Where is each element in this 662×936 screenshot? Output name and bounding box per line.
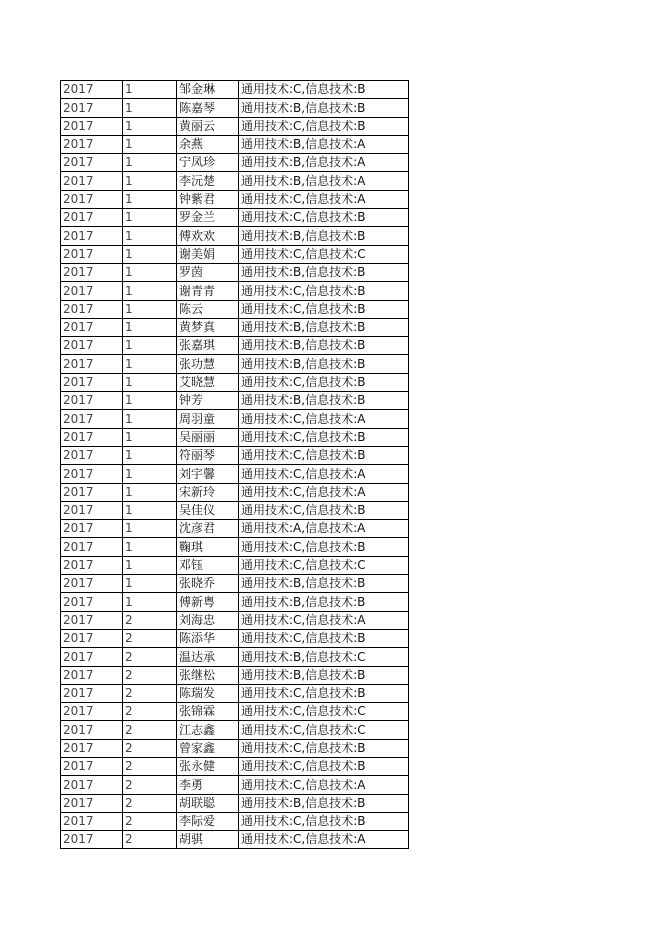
table-row — [61, 538, 409, 556]
name-cell[interactable]: 谢青青 — [177, 282, 239, 300]
grades-cell[interactable]: 通用技术:C,信息技术:B — [239, 282, 409, 300]
student-grades-table — [60, 80, 409, 849]
grades-cell[interactable]: 通用技术:B,信息技术:B — [239, 794, 409, 812]
year-cell[interactable]: 2017 — [61, 81, 123, 99]
year-cell[interactable]: 2017 — [61, 666, 123, 684]
grades-cell[interactable]: 通用技术:C,信息技术:C — [239, 245, 409, 263]
table-row — [61, 337, 409, 355]
name-cell[interactable]: 张晓乔 — [177, 575, 239, 593]
table-row — [61, 282, 409, 300]
year-cell[interactable]: 2017 — [61, 227, 123, 245]
year-cell[interactable]: 2017 — [61, 684, 123, 702]
name-cell[interactable]: 钟芳 — [177, 392, 239, 410]
grades-cell[interactable]: 通用技术:C,信息技术:B — [239, 684, 409, 702]
class-cell[interactable]: 1 — [123, 446, 177, 464]
name-cell[interactable]: 傅欢欢 — [177, 227, 239, 245]
grades-cell[interactable]: 通用技术:C,信息技术:B — [239, 812, 409, 830]
grades-cell[interactable]: 通用技术:B,信息技术:B — [239, 263, 409, 281]
table-row — [61, 446, 409, 464]
table-row — [61, 99, 409, 117]
year-cell[interactable]: 2017 — [61, 538, 123, 556]
year-cell[interactable]: 2017 — [61, 794, 123, 812]
name-cell[interactable]: 李勇 — [177, 776, 239, 794]
class-cell[interactable]: 1 — [123, 154, 177, 172]
class-cell[interactable]: 1 — [123, 355, 177, 373]
class-cell[interactable]: 1 — [123, 318, 177, 336]
table-row — [61, 172, 409, 190]
grades-cell[interactable]: 通用技术:B,信息技术:C — [239, 648, 409, 666]
class-cell[interactable]: 1 — [123, 483, 177, 501]
year-cell[interactable]: 2017 — [61, 831, 123, 849]
year-cell[interactable]: 2017 — [61, 721, 123, 739]
name-cell[interactable]: 符丽琴 — [177, 446, 239, 464]
grades-cell[interactable]: 通用技术:B,信息技术:B — [239, 392, 409, 410]
table-row — [61, 703, 409, 721]
year-cell[interactable]: 2017 — [61, 465, 123, 483]
year-cell[interactable]: 2017 — [61, 99, 123, 117]
name-cell[interactable]: 吴丽丽 — [177, 428, 239, 446]
class-cell[interactable]: 1 — [123, 227, 177, 245]
class-cell[interactable]: 1 — [123, 373, 177, 391]
grades-cell[interactable]: 通用技术:C,信息技术:B — [239, 81, 409, 99]
table-row — [61, 318, 409, 336]
table-row — [61, 739, 409, 757]
class-cell[interactable]: 1 — [123, 190, 177, 208]
table-row — [61, 721, 409, 739]
grades-cell[interactable]: 通用技术:B,信息技术:B — [239, 99, 409, 117]
name-cell[interactable]: 黄丽云 — [177, 117, 239, 135]
year-cell[interactable]: 2017 — [61, 428, 123, 446]
year-cell[interactable]: 2017 — [61, 245, 123, 263]
table-row — [61, 428, 409, 446]
grades-cell[interactable]: 通用技术:C,信息技术:B — [239, 117, 409, 135]
grades-cell[interactable]: 通用技术:C,信息技术:B — [239, 428, 409, 446]
name-cell[interactable]: 胡骐 — [177, 831, 239, 849]
table-row — [61, 812, 409, 830]
year-cell[interactable]: 2017 — [61, 154, 123, 172]
table-row — [61, 263, 409, 281]
table-row — [61, 465, 409, 483]
table-row — [61, 373, 409, 391]
grades-cell[interactable]: 通用技术:B,信息技术:B — [239, 318, 409, 336]
name-cell[interactable]: 陈瑞发 — [177, 684, 239, 702]
name-cell[interactable]: 张锦霖 — [177, 703, 239, 721]
grades-cell[interactable]: 通用技术:C,信息技术:B — [239, 629, 409, 647]
grades-cell[interactable]: 通用技术:C,信息技术:B — [239, 757, 409, 775]
year-cell[interactable]: 2017 — [61, 812, 123, 830]
table-row — [61, 831, 409, 849]
class-cell[interactable]: 1 — [123, 172, 177, 190]
grades-cell[interactable]: 通用技术:B,信息技术:B — [239, 593, 409, 611]
year-cell[interactable]: 2017 — [61, 703, 123, 721]
grades-cell[interactable]: 通用技术:B,信息技术:A — [239, 154, 409, 172]
grades-cell[interactable]: 通用技术:A,信息技术:A — [239, 520, 409, 538]
name-cell[interactable]: 陈添华 — [177, 629, 239, 647]
table-row — [61, 410, 409, 428]
year-cell[interactable]: 2017 — [61, 300, 123, 318]
name-cell[interactable]: 鞠琪 — [177, 538, 239, 556]
class-cell[interactable]: 1 — [123, 263, 177, 281]
year-cell[interactable]: 2017 — [61, 172, 123, 190]
class-cell[interactable]: 1 — [123, 410, 177, 428]
table-row — [61, 300, 409, 318]
year-cell[interactable]: 2017 — [61, 501, 123, 519]
name-cell[interactable]: 谢美娟 — [177, 245, 239, 263]
table-row — [61, 556, 409, 574]
grades-cell[interactable]: 通用技术:C,信息技术:B — [239, 538, 409, 556]
name-cell[interactable]: 钟紫君 — [177, 190, 239, 208]
year-cell[interactable]: 2017 — [61, 556, 123, 574]
class-cell[interactable]: 1 — [123, 81, 177, 99]
table-row — [61, 355, 409, 373]
name-cell[interactable]: 余燕 — [177, 135, 239, 153]
table-row — [61, 483, 409, 501]
class-cell[interactable]: 1 — [123, 593, 177, 611]
class-cell[interactable]: 2 — [123, 794, 177, 812]
year-cell[interactable]: 2017 — [61, 263, 123, 281]
class-cell[interactable]: 1 — [123, 99, 177, 117]
grades-cell[interactable]: 通用技术:C,信息技术:B — [239, 300, 409, 318]
grades-cell[interactable]: 通用技术:C,信息技术:B — [239, 446, 409, 464]
table-row — [61, 209, 409, 227]
class-cell[interactable]: 2 — [123, 739, 177, 757]
class-cell[interactable]: 1 — [123, 392, 177, 410]
class-cell[interactable]: 2 — [123, 629, 177, 647]
name-cell[interactable]: 曾家鑫 — [177, 739, 239, 757]
name-cell[interactable]: 江志鑫 — [177, 721, 239, 739]
grades-cell[interactable]: 通用技术:B,信息技术:B — [239, 355, 409, 373]
year-cell[interactable]: 2017 — [61, 373, 123, 391]
name-cell[interactable]: 刘宇馨 — [177, 465, 239, 483]
class-cell[interactable]: 2 — [123, 684, 177, 702]
grades-cell[interactable]: 通用技术:B,信息技术:B — [239, 337, 409, 355]
class-cell[interactable]: 1 — [123, 117, 177, 135]
year-cell[interactable]: 2017 — [61, 776, 123, 794]
class-cell[interactable]: 2 — [123, 666, 177, 684]
name-cell[interactable]: 李际爱 — [177, 812, 239, 830]
grades-cell[interactable]: 通用技术:C,信息技术:B — [239, 209, 409, 227]
table-row — [61, 794, 409, 812]
name-cell[interactable]: 刘海忠 — [177, 611, 239, 629]
year-cell[interactable]: 2017 — [61, 392, 123, 410]
grades-cell[interactable]: 通用技术:C,信息技术:C — [239, 556, 409, 574]
class-cell[interactable]: 2 — [123, 703, 177, 721]
class-cell[interactable]: 2 — [123, 721, 177, 739]
name-cell[interactable]: 李沅楚 — [177, 172, 239, 190]
grades-cell[interactable]: 通用技术:C,信息技术:A — [239, 410, 409, 428]
table-row — [61, 501, 409, 519]
class-cell[interactable]: 1 — [123, 556, 177, 574]
grades-cell[interactable]: 通用技术:B,信息技术:B — [239, 666, 409, 684]
class-cell[interactable]: 2 — [123, 831, 177, 849]
grades-cell[interactable]: 通用技术:C,信息技术:A — [239, 831, 409, 849]
grades-cell[interactable]: 通用技术:C,信息技术:A — [239, 611, 409, 629]
year-cell[interactable]: 2017 — [61, 135, 123, 153]
class-cell[interactable]: 1 — [123, 337, 177, 355]
year-cell[interactable]: 2017 — [61, 483, 123, 501]
name-cell[interactable]: 罗茵 — [177, 263, 239, 281]
class-cell[interactable]: 2 — [123, 757, 177, 775]
table-row — [61, 629, 409, 647]
table-row — [61, 666, 409, 684]
table-row — [61, 776, 409, 794]
table-row — [61, 154, 409, 172]
grades-cell[interactable]: 通用技术:C,信息技术:B — [239, 501, 409, 519]
name-cell[interactable]: 宋新玲 — [177, 483, 239, 501]
class-cell[interactable]: 1 — [123, 300, 177, 318]
grades-cell[interactable]: 通用技术:C,信息技术:A — [239, 776, 409, 794]
class-cell[interactable]: 1 — [123, 465, 177, 483]
year-cell[interactable]: 2017 — [61, 739, 123, 757]
year-cell[interactable]: 2017 — [61, 520, 123, 538]
table-row — [61, 575, 409, 593]
year-cell[interactable]: 2017 — [61, 355, 123, 373]
name-cell[interactable]: 邹金琳 — [177, 81, 239, 99]
class-cell[interactable]: 1 — [123, 135, 177, 153]
name-cell[interactable]: 张永健 — [177, 757, 239, 775]
table-row — [61, 245, 409, 263]
year-cell[interactable]: 2017 — [61, 318, 123, 336]
class-cell[interactable]: 1 — [123, 282, 177, 300]
name-cell[interactable]: 吴佳仪 — [177, 501, 239, 519]
name-cell[interactable]: 艾晓慧 — [177, 373, 239, 391]
grades-cell[interactable]: 通用技术:B,信息技术:B — [239, 227, 409, 245]
name-cell[interactable]: 张继松 — [177, 666, 239, 684]
grades-cell[interactable]: 通用技术:B,信息技术:A — [239, 135, 409, 153]
name-cell[interactable]: 罗金兰 — [177, 209, 239, 227]
class-cell[interactable]: 1 — [123, 209, 177, 227]
grades-cell[interactable]: 通用技术:C,信息技术:C — [239, 703, 409, 721]
class-cell[interactable]: 1 — [123, 538, 177, 556]
year-cell[interactable]: 2017 — [61, 410, 123, 428]
table-row — [61, 648, 409, 666]
table-row — [61, 684, 409, 702]
year-cell[interactable]: 2017 — [61, 757, 123, 775]
grades-cell[interactable]: 通用技术:C,信息技术:C — [239, 721, 409, 739]
table-row — [61, 135, 409, 153]
name-cell[interactable]: 张功慧 — [177, 355, 239, 373]
name-cell[interactable]: 宁凤珍 — [177, 154, 239, 172]
class-cell[interactable]: 1 — [123, 428, 177, 446]
year-cell[interactable]: 2017 — [61, 629, 123, 647]
name-cell[interactable]: 陈云 — [177, 300, 239, 318]
table-row — [61, 81, 409, 99]
table-row — [61, 611, 409, 629]
class-cell[interactable]: 2 — [123, 611, 177, 629]
table-row — [61, 117, 409, 135]
grades-cell[interactable]: 通用技术:B,信息技术:B — [239, 575, 409, 593]
year-cell[interactable]: 2017 — [61, 575, 123, 593]
grades-cell[interactable]: 通用技术:C,信息技术:A — [239, 190, 409, 208]
grades-cell[interactable]: 通用技术:C,信息技术:A — [239, 483, 409, 501]
year-cell[interactable]: 2017 — [61, 209, 123, 227]
year-cell[interactable]: 2017 — [61, 282, 123, 300]
name-cell[interactable]: 黄梦真 — [177, 318, 239, 336]
table-body — [61, 81, 409, 849]
grades-cell[interactable]: 通用技术:C,信息技术:B — [239, 373, 409, 391]
table-row — [61, 392, 409, 410]
class-cell[interactable]: 2 — [123, 648, 177, 666]
year-cell[interactable]: 2017 — [61, 117, 123, 135]
class-cell[interactable]: 2 — [123, 776, 177, 794]
year-cell[interactable]: 2017 — [61, 446, 123, 464]
year-cell[interactable]: 2017 — [61, 648, 123, 666]
class-cell[interactable]: 2 — [123, 812, 177, 830]
table-row — [61, 757, 409, 775]
name-cell[interactable]: 沈彦君 — [177, 520, 239, 538]
year-cell[interactable]: 2017 — [61, 611, 123, 629]
grades-cell[interactable]: 通用技术:C,信息技术:A — [239, 465, 409, 483]
class-cell[interactable]: 1 — [123, 245, 177, 263]
name-cell[interactable]: 温达承 — [177, 648, 239, 666]
year-cell[interactable]: 2017 — [61, 190, 123, 208]
name-cell[interactable]: 周羽童 — [177, 410, 239, 428]
year-cell[interactable]: 2017 — [61, 593, 123, 611]
table-row — [61, 520, 409, 538]
name-cell[interactable]: 陈嘉琴 — [177, 99, 239, 117]
table-row — [61, 190, 409, 208]
name-cell[interactable]: 傅新粤 — [177, 593, 239, 611]
grades-cell[interactable]: 通用技术:B,信息技术:A — [239, 172, 409, 190]
year-cell[interactable]: 2017 — [61, 337, 123, 355]
name-cell[interactable]: 邓钰 — [177, 556, 239, 574]
class-cell[interactable]: 1 — [123, 520, 177, 538]
table-row — [61, 227, 409, 245]
grades-cell[interactable]: 通用技术:C,信息技术:B — [239, 739, 409, 757]
class-cell[interactable]: 1 — [123, 501, 177, 519]
name-cell[interactable]: 张嘉琪 — [177, 337, 239, 355]
table-row — [61, 593, 409, 611]
name-cell[interactable]: 胡联聪 — [177, 794, 239, 812]
class-cell[interactable]: 1 — [123, 575, 177, 593]
